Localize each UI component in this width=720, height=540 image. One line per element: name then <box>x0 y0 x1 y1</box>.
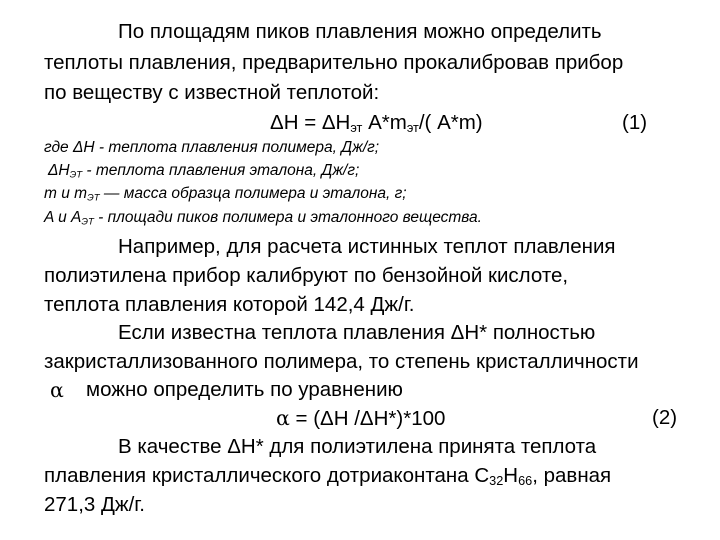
paragraph4-line1: В качестве ΔH* для полиэтилена принята теплота <box>118 435 597 458</box>
paragraph1-line3: по веществу с известной теплотой: <box>44 81 380 104</box>
definition-delta-h-et: $\Delta H_{ЭТ}$ - теплота плавления эталона, Дж/г; <box>48 162 360 181</box>
paragraph2-line2: полиэтилена прибор калибруют по бензойной кислоте, <box>44 264 569 287</box>
paragraph1-line1: По площадям пиков плавления можно определить <box>118 20 602 43</box>
definition-mass: m и $m_{ЭТ}$ — масса образца полимера и эталона, г; <box>44 185 407 204</box>
paragraph3-line3: можно определить по уравнению <box>86 378 403 401</box>
paragraph3-line1: Если известна теплота плавления ΔH* полностью <box>118 321 596 344</box>
paragraph2-line1: Например, для расчета истинных теплот плавления <box>118 235 616 258</box>
definition-area: A и $A_{ЭТ}$ - площади пиков полимера и эталонного вещества. <box>44 209 482 228</box>
equation-1: $\Delta H = \Delta H_{эт}$ $A*m_{эт}/$( A*m) <box>270 111 483 136</box>
paragraph1-line2: теплоты плавления, предварительно прокалибровав прибор <box>44 51 624 74</box>
definition-delta-h: где ΔH - теплота плавления полимера, Дж/г; <box>44 139 380 156</box>
paragraph4-line2: плавления кристаллического дотриаконтана $C_{32}H_{66}$, равная <box>44 464 612 489</box>
equation-1-number: (1) <box>622 111 648 134</box>
equation-2-number: (2) <box>652 406 678 429</box>
equation-2: α = (ΔH /ΔH*)*100 <box>276 406 446 430</box>
paragraph2-line3: теплота плавления которой 142,4 Дж/г. <box>44 293 415 316</box>
paragraph4-line3: 271,3 Дж/г. <box>44 493 145 516</box>
paragraph3-line2: закристаллизованного полимера, то степень кристалличности <box>44 350 639 373</box>
alpha-symbol: α <box>50 378 64 402</box>
